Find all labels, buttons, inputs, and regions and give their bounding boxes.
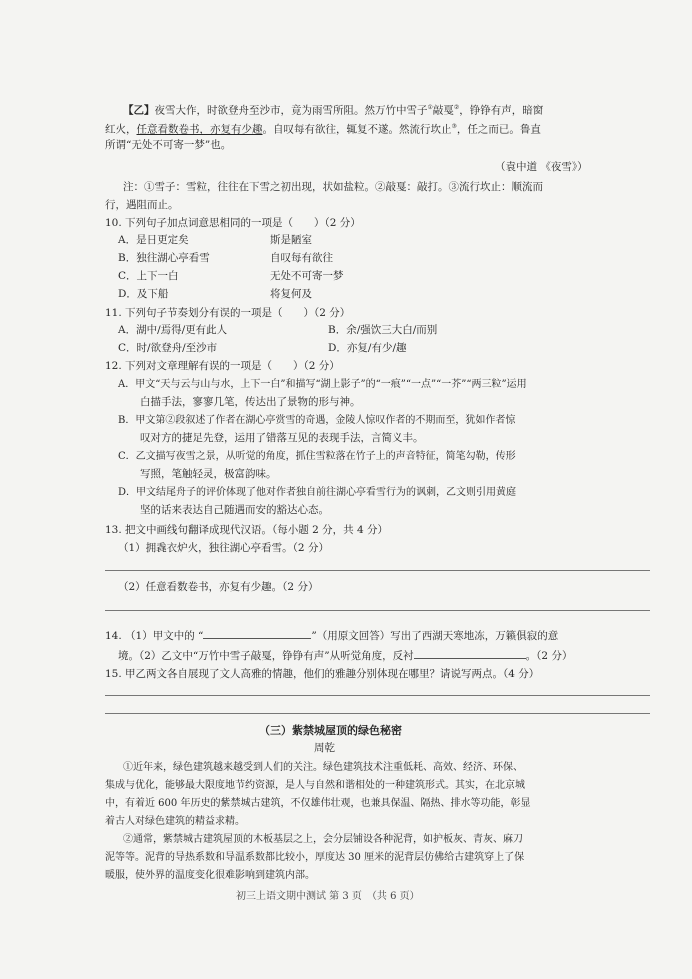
q10-option-c-right: 无处不可寄一梦	[270, 270, 344, 282]
q12-option-c-line-1: C．乙文描写夜雪之景，从听觉的角度，抓住雪粒落在竹子上的声音特征，简笔勾勒，传形	[118, 451, 516, 462]
passage-yi-label: 【乙】	[123, 104, 155, 117]
q11-option-a: A．湖中/焉得/更有此人	[118, 324, 228, 336]
section-3-p2-line-1: ②通常，紫禁城古建筑屋顶的木板基层之上，会分层铺设各种泥背，如护板灰、青灰、麻刀	[123, 834, 523, 845]
q13-answer-line-2[interactable]	[105, 610, 650, 611]
section-3-p2-line-3: 暖服，使外界的温度变化很难影响到建筑内部。	[105, 870, 315, 881]
q12-option-a-line-2: 白描手法，寥寥几笔，传达出了景物的形与神。	[140, 396, 361, 408]
q11-option-b: B．余/强饮三大白/而别	[328, 324, 438, 336]
passage-yi-line-1: 【乙】夜雪大作，时欲登舟至沙市，竟为雨雪所阻。然万竹中雪子①敲戛②，铮铮有声，暗窗	[123, 104, 544, 117]
q14-blank-2[interactable]	[414, 648, 526, 659]
q11-option-d: D．亦复/有少/趣	[328, 342, 407, 354]
q12-option-b-line-2: 叹对方的捷足先登，运用了错落互见的表现手法，言简义丰。	[140, 432, 424, 444]
q10-option-a-right: 斯是陋室	[270, 234, 312, 246]
q10-option-b-right: 自叹每有欲往	[270, 252, 333, 264]
q11-stem: 11. 下列句子节奏划分有误的一项是（ ）（2 分）	[105, 307, 351, 319]
passage-yi-line-2: 红火，任意看数卷书，亦复有少趣。自叹每有欲往，辄复不遂。然流行坎止③，任之而已。鲁直	[105, 123, 541, 136]
notes-line-2: 行，遇阻而止。	[105, 199, 179, 211]
q10-option-a-left: A．是日更定矣	[118, 234, 189, 246]
note-ref-1: ①	[427, 104, 433, 111]
q13-answer-line-1[interactable]	[105, 570, 650, 571]
section-3-p1-line-2: 集成与优化，能够最大限度地节约资源，是人与自然和谐相处的一种建筑形式。其实，在北京城	[105, 780, 525, 791]
note-ref-3: ③	[451, 123, 457, 130]
q14-line-1: 14. （1）甲文中的 “ ”（用原文回答）写出了西湖天寒地冻，万籁俱寂的意	[105, 630, 559, 642]
q13-stem: 13. 把文中画线句翻译成现代汉语。（每小题 2 分，共 4 分）	[105, 524, 388, 536]
q13-sub-1: （1）拥毳衣炉火，独往湖心亭看雪。（2 分）	[118, 542, 329, 554]
q15-answer-line-2[interactable]	[105, 713, 650, 714]
section-3-author: 周乾	[314, 742, 335, 754]
q12-stem: 12. 下列对文章理解有误的一项是（ ）（2 分）	[105, 360, 340, 372]
q12-option-b-line-1: B．甲文第②段叙述了作者在湖心亭赏雪的奇遇，金陵人惊叹作者的不期而至，犹如作者惊	[118, 415, 516, 426]
note-ref-2: ②	[453, 104, 460, 111]
q12-option-d-line-1: D．甲文结尾舟子的评价体现了他对作者独自前往湖心亭看雪行为的讽刺，乙文则引用黄庭	[118, 487, 517, 498]
q10-option-d-left: D．及下船	[118, 288, 169, 300]
q10-option-d-right: 将复何及	[270, 288, 312, 300]
page-footer: 初三上语文期中测试 第 3 页 （共 6 页）	[236, 891, 420, 902]
q12-option-d-line-2: 坚的话来表达自己随遇而安的豁达心态。	[140, 504, 329, 516]
passage-yi-source: （袁中道 《夜雪》）	[495, 161, 588, 173]
section-3-p1-line-3: 中，有着近 600 年历史的紫禁城古建筑，不仅雄伟壮观，也兼具保温、隔热、排水等功能，彰显	[105, 798, 531, 809]
q12-option-a-line-1: A．甲文“天与云与山与水，上下一白”和描写“湖上影子”的“一痕”“一点”“一芥”“两三粒”运用	[118, 379, 527, 390]
q14-line-2: 境。（2）乙文中“万竹中雪子敲戛，铮铮有声”从听觉角度，反衬 。（2 分）	[118, 650, 573, 662]
q14-blank-1[interactable]	[203, 628, 311, 639]
notes-line-1: 注：①雪子：雪粒，往往在下雪之初出现，状如盐粒。②敲戛：敲打。③流行坎止：顺流而	[123, 181, 543, 193]
q10-stem: 10. 下列句子加点词意思相同的一项是（ ）（2 分）	[105, 217, 361, 229]
q10-option-b-left: B．独往湖心亭看雪	[118, 252, 210, 264]
q10-option-c-left: C．上下一白	[118, 270, 179, 282]
q11-option-c: C．时/欲登舟/至沙市	[118, 342, 218, 354]
underlined-sentence: 任意看数卷书，亦复有少趣	[136, 123, 263, 136]
q15-answer-line-1[interactable]	[105, 695, 650, 696]
q13-sub-2: （2）任意看数卷书，亦复有少趣。（2 分）	[118, 581, 319, 593]
passage-yi-line-3: 所谓“无处不可寄一梦”也。	[105, 139, 232, 151]
q12-option-c-line-2: 写照，笔触轻灵，极富韵味。	[140, 468, 277, 480]
section-3-p1-line-1: ①近年来，绿色建筑越来越受到人们的关注。绿色建筑技术注重低耗、高效、经济、环保、	[123, 762, 523, 773]
section-3-title: （三）紫禁城屋顶的绿色秘密	[259, 724, 402, 737]
q15-stem: 15. 甲乙两文各自展现了文人高雅的情趣，他们的雅趣分别体现在哪里？请说写两点。（4 分）	[105, 668, 540, 680]
section-3-p1-line-4: 着古人对绿色建筑的精益求精。	[105, 816, 245, 827]
section-3-p2-line-2: 泥等等。泥背的导热系数和导温系数都比较小，厚度达 30 厘米的泥背层仿佛给古建筑穿上了保	[105, 852, 525, 863]
